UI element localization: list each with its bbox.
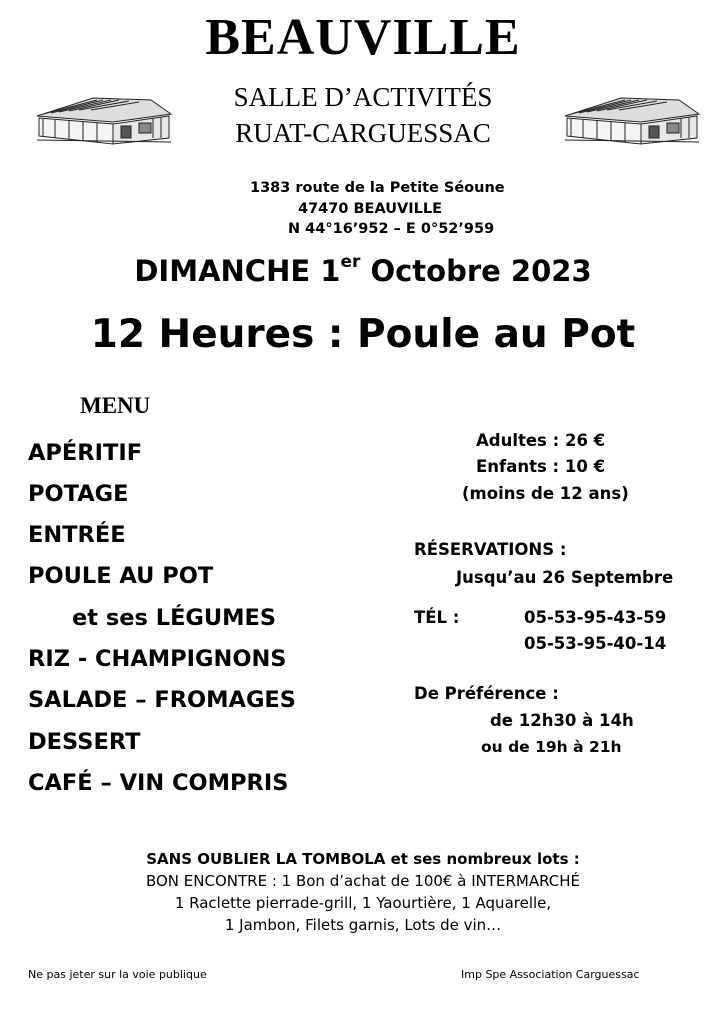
event-date-sup: er (340, 252, 361, 273)
menu-item: et ses LÉGUMES (72, 605, 277, 631)
tombola-prize: BON ENCONTRE : 1 Bon d’achat de 100€ à INTERMARCHÉ (145, 872, 581, 890)
tombola-prize: 1 Raclette pierrade-grill, 1 Yaourtière, 1 Aquarelle, (174, 894, 552, 912)
venue-location: RUAT-CARGUESSAC (235, 118, 491, 148)
menu-title: MENU (80, 393, 151, 418)
preferred-hours: de 12h30 à 14h (490, 711, 634, 730)
menu-item: APÉRITIF (28, 440, 143, 466)
price-children-note: (moins de 12 ans) (462, 484, 629, 503)
event-date-prefix: DIMANCHE 1 (134, 254, 341, 288)
reservations-deadline: Jusqu’au 26 Septembre (456, 568, 674, 587)
preference-label: De Préférence : (414, 684, 559, 703)
menu-item: SALADE – FROMAGES (28, 687, 297, 713)
tombola-section (0, 848, 726, 936)
menu-item: DESSERT (28, 729, 141, 755)
footer-notice: Ne pas jeter sur la voie publique (28, 968, 207, 981)
tel-label: TÉL : (414, 608, 460, 627)
price-adults: Adultes : 26 € (476, 431, 606, 450)
phone-number: 05-53-95-40-14 (524, 634, 667, 653)
address-gps: N 44°16’952 – E 0°52’959 (288, 221, 495, 237)
venue-name: SALLE D’ACTIVITÉS (233, 82, 493, 112)
address-street: 1383 route de la Petite Séoune (250, 180, 505, 196)
phone-number: 05-53-95-43-59 (524, 608, 667, 627)
menu-item: CAFÉ – VIN COMPRIS (28, 770, 289, 796)
house-drawing-left (33, 92, 175, 150)
menu-item: POTAGE (28, 481, 129, 507)
menu-item: POULE AU POT (28, 563, 214, 589)
event-headline: 12 Heures : Poule au Pot (90, 312, 636, 357)
house-drawing-right (561, 92, 703, 150)
tombola-prize: 1 Jambon, Filets garnis, Lots de vin… (224, 916, 502, 934)
footer-printer: Imp Spe Association Carguessac (461, 968, 640, 981)
menu-item: RIZ - CHAMPIGNONS (28, 646, 287, 672)
event-date (0, 254, 726, 288)
price-children: Enfants : 10 € (476, 457, 606, 476)
tombola-heading: SANS OUBLIER LA TOMBOLA et ses nombreux lots : (146, 850, 580, 868)
menu-item: ENTRÉE (28, 522, 126, 548)
preferred-hours: ou de 19h à 21h (481, 738, 622, 756)
page-title: BEAUVILLE (205, 9, 521, 66)
event-date-suffix: Octobre 2023 (360, 254, 592, 288)
reservations-label: RÉSERVATIONS : (414, 540, 567, 559)
address-city: 47470 BEAUVILLE (298, 201, 443, 217)
